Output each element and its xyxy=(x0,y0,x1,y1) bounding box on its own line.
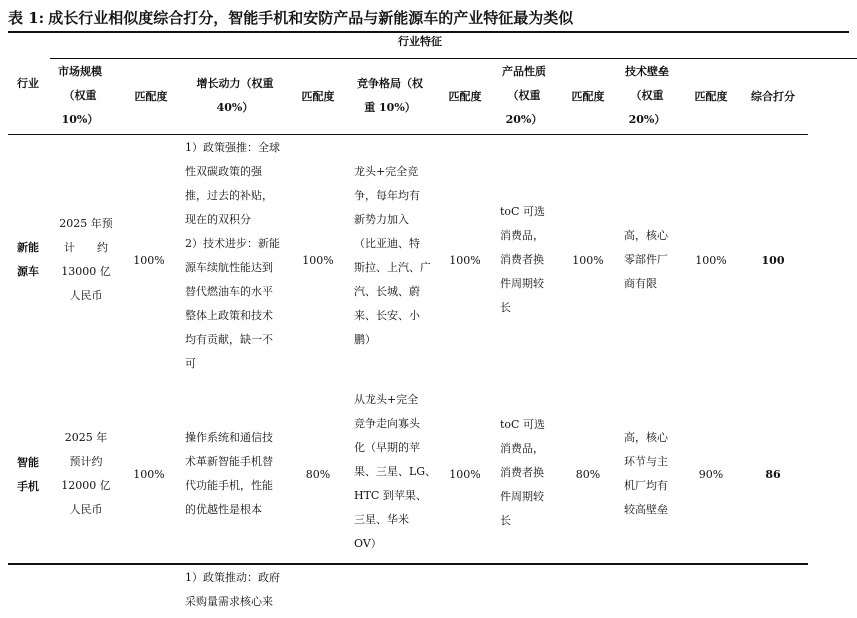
header-industry: 行业 xyxy=(17,77,39,90)
row-phone-match-2: 80% xyxy=(305,468,331,481)
row-phone-match-4: 80% xyxy=(575,468,601,481)
row-nev-total: 100 xyxy=(761,254,785,267)
header-group-label: 行业特征 xyxy=(398,35,442,48)
header-match-2: 匹配度 xyxy=(301,90,335,103)
header-match-4: 匹配度 xyxy=(571,90,605,103)
table-caption: 成长行业相似度综合打分，智能手机和安防产品与新能源车的产业特征最为类似 xyxy=(48,9,574,27)
row-phone-match-1: 100% xyxy=(133,468,165,481)
row-security-growth: 1）政策推动：政府 采购量需求核心来 xyxy=(185,571,280,608)
row-phone-industry: 智能 手机 xyxy=(17,456,39,493)
row-phone-product: toC 可选 消费品， 消费者换 件周期较 长 xyxy=(500,418,545,527)
row-phone-market: 2025 年 预计约 12000 亿 人民币 xyxy=(61,431,111,516)
header-match-3: 匹配度 xyxy=(448,90,482,103)
header-bottom-rule xyxy=(8,134,808,135)
row-phone-match-3: 100% xyxy=(449,468,481,481)
row-phone-match-5: 90% xyxy=(698,468,724,481)
header-match-5: 匹配度 xyxy=(694,90,728,103)
row-nev-growth: 1）政策强推：全球 性双碳政策的强 推，过去的补贴， 现在的双积分 2）技术进步：新能 源车续航性能达到 替代燃油车的水平 整体上政策和技术 均有贡献，缺一不 可 xyxy=(185,141,280,370)
row-nev-competition: 龙头+完全竞 争，每年均有 新势力加入 （比亚迪、特 斯拉、上汽、广 汽、长城、蔚 来、长安、小 鹏） xyxy=(354,165,431,346)
table-title xyxy=(8,7,573,28)
row-nev-match-4: 100% xyxy=(572,254,604,267)
row-nev-industry: 新能 源车 xyxy=(17,241,39,278)
row-nev-market: 2025 年预 计 约 13000 亿 人民币 xyxy=(59,217,113,302)
row-nev-match-2: 100% xyxy=(302,254,334,267)
header-match-1: 匹配度 xyxy=(134,90,168,103)
header-competition: 竞争格局（权 重 10%） xyxy=(357,77,423,114)
row-nev-match-1: 100% xyxy=(133,254,165,267)
table-number: 表 1: xyxy=(8,9,45,27)
header-market-size: 市场规模 （权重 10%） xyxy=(58,65,102,126)
row-phone-total: 86 xyxy=(765,468,781,481)
row-phone-growth: 操作系统和通信技 术革新智能手机替 代功能手机，性能 的优越性是根本 xyxy=(185,431,273,516)
header-tech-barrier: 技术壁垒 （权重 20%） xyxy=(625,65,669,126)
row-nev-match-5: 100% xyxy=(695,254,727,267)
header-growth-driver: 增长动力（权重 40%） xyxy=(196,77,274,114)
row-nev-match-3: 100% xyxy=(449,254,481,267)
row-nev-product: toC 可选 消费品， 消费者换 件周期较 长 xyxy=(500,205,545,314)
group-header-rule xyxy=(50,58,857,59)
row-phone-competition: 从龙头+完全 竞争走向寡头 化（早期的苹 果、三星、LG、 HTC 到苹果、 三星、华米 OV） xyxy=(354,393,437,550)
row-nev-barrier: 高，核心 零部件厂 商有限 xyxy=(624,229,668,290)
header-total-score: 综合打分 xyxy=(751,90,795,103)
header-product-nature: 产品性质 （权重 20%） xyxy=(502,65,546,126)
row-phone-barrier: 高，核心 环节与主 机厂均有 较高壁垒 xyxy=(624,431,668,516)
row-separator-rule xyxy=(8,563,808,565)
